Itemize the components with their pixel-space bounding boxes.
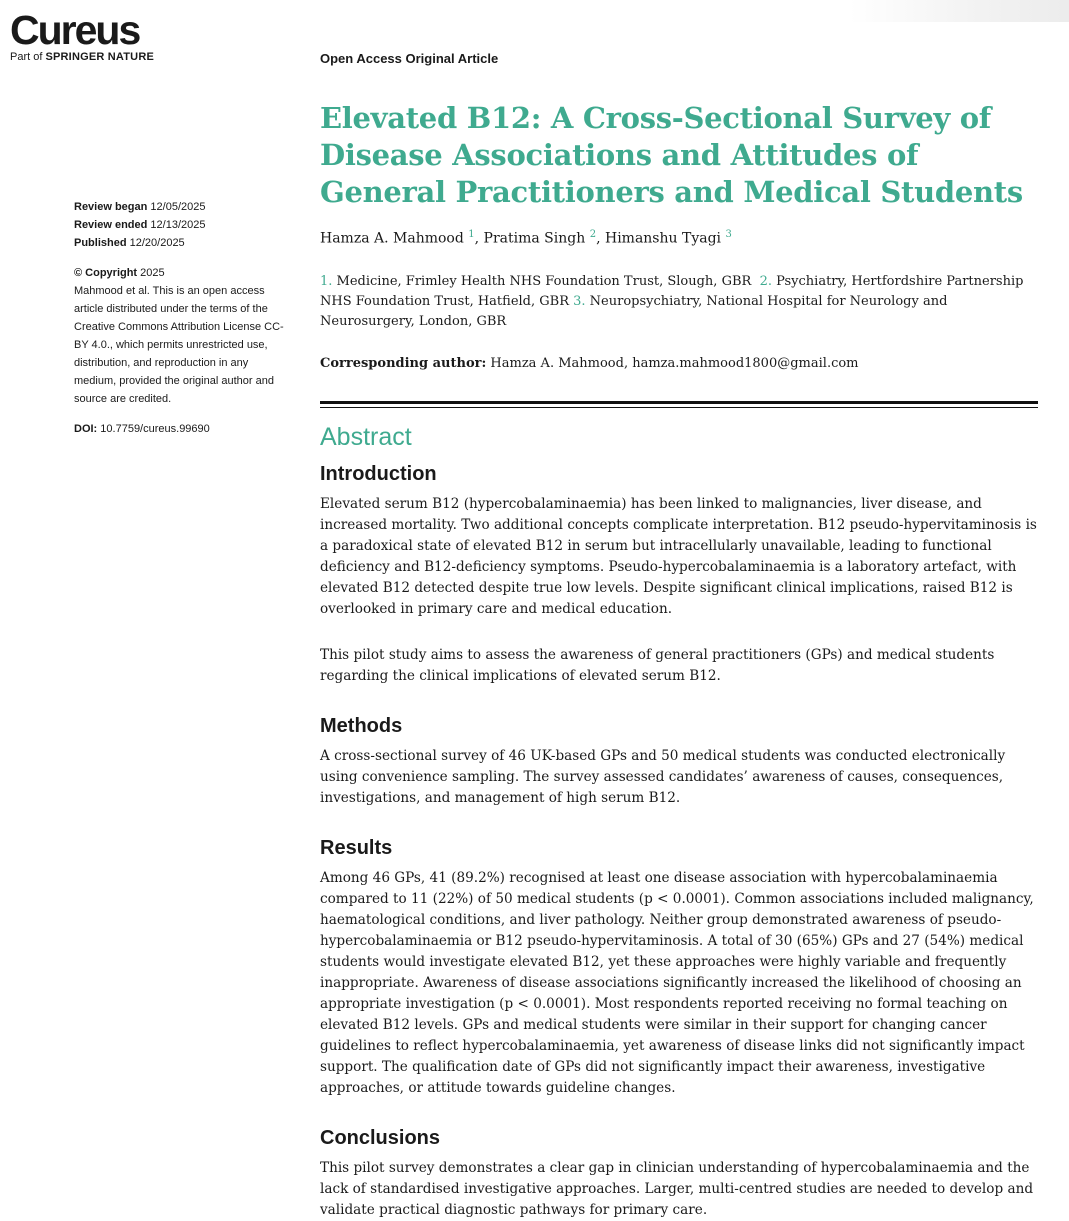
author-name[interactable]: Pratima Singh <box>483 230 586 247</box>
journal-name: Cureus <box>10 7 140 53</box>
publisher-prefix: Part of <box>10 51 46 63</box>
methods-paragraph: A cross-sectional survey of 46 UK-based GPs and 50 medical students was conducted electronically using convenience sampling. The survey assessed candidates’ awareness of causes, consequences, investigations, and management of high serum B12. <box>320 747 1006 806</box>
published-label: Published <box>74 237 127 249</box>
corresponding-text[interactable]: Hamza A. Mahmood, hamza.mahmood1800@gmail.com <box>490 355 859 371</box>
introduction-paragraph-2: This pilot study aims to assess the awareness of general practitioners (GPs) and medical students regarding the clinical implications of elevated serum B12. <box>320 646 995 684</box>
author-list: Hamza A. Mahmood $^1$, Pratima Singh $^2$, Himanshu Tyagi $^3$ <box>320 229 732 247</box>
section-results <box>320 836 1038 1099</box>
published-row <box>74 234 284 252</box>
article-title: Elevated B12: A Cross-Sectional Survey of Disease Associations and Attitudes of General Practitioners and Medical Students <box>320 101 1023 209</box>
corresponding-author <box>320 356 1038 371</box>
results-heading: Results <box>320 836 393 859</box>
affiliation-text: Neuropsychiatry, National Hospital for Neurology and Neurosurgery, London, GBR <box>320 293 948 329</box>
review-ended-date: 12/13/2025 <box>150 219 206 231</box>
affiliations <box>320 272 1038 332</box>
review-ended-label: Review ended <box>74 219 148 231</box>
affiliation-text: Medicine, Frimley Health NHS Foundation Trust, Slough, GBR <box>336 273 752 289</box>
results-paragraph: Among 46 GPs, 41 (89.2%) recognised at least one disease association with hypercobalaminaemia compared to 11 (22%) of 50 medical students (p < 0.0001). Common associations included malignancy, haematological conditions, and liver pathology. Neither group demonstrated awareness of pseudo-hypercobalaminaemia or B12 pseudo-hypervitaminosis. A total of 30 (65%) GPs and 27 (54%) medical students would investigate elevated B12, yet these approaches were highly variable and frequently inappropriate. Awareness of disease associations significantly increased the likelihood of choosing an appropriate investigation (p < 0.0001). Most respondents reported receiving no formal teaching on elevated B12 levels. GPs and medical students were similar in their support for changing cancer guidelines to reflect hypercobalaminaemia, yet awareness of disease links did not significantly impact support. The qualification date of GPs did not significantly impact their awareness, investigative approaches, or attitude towards guideline changes. <box>320 869 1034 1096</box>
doi-label: DOI: <box>74 423 98 435</box>
corresponding-label: Corresponding author: <box>320 355 487 371</box>
affiliation-number: 3. <box>573 293 586 309</box>
section-methods <box>320 714 1038 809</box>
conclusions-paragraph: This pilot survey demonstrates a clear gap in clinician understanding of hypercobalaminaemia and the lack of standardised investigative approaches. Larger, multi-centred studies are needed to develop and validate practical diagnostic pathways for primary care. <box>320 1159 1034 1218</box>
article-type: Open Access Original Article <box>320 51 499 66</box>
methods-heading: Methods <box>320 714 403 737</box>
affiliation-text: Psychiatry, Hertfordshire Partnership NHS Foundation Trust, Hatfield, GBR <box>320 273 1024 309</box>
introduction-paragraph-1: Elevated serum B12 (hypercobalaminaemia) has been linked to malignancies, liver disease, and increased mortality. Two additional concepts complicate interpretation. B12 pseudo-hypervitaminosis is a paradoxical state of elevated B12 in serum but intracellularly unavailable, leading to functional deficiency and B12-deficiency symptoms. Pseudo-hypercobalaminaemia is a laboratory artefact, with elevated B12 detected despite true low levels. Despite significant clinical implications, raised B12 is overlooked in primary care and medical education. <box>320 495 1037 617</box>
header-divider <box>320 401 1038 404</box>
journal-logo[interactable] <box>10 8 154 63</box>
doi-value[interactable]: 10.7759/cureus.99690 <box>100 423 210 435</box>
review-began-row <box>74 198 284 216</box>
article-sidebar <box>74 198 284 438</box>
author-affiliation-ref[interactable]: 1 <box>468 229 475 240</box>
author-name[interactable]: Himanshu Tyagi <box>604 230 722 247</box>
publisher-line <box>10 51 154 63</box>
top-right-gradient <box>849 0 1069 22</box>
author-name[interactable]: Hamza A. Mahmood <box>320 230 464 247</box>
copyright-year: 2025 <box>140 267 165 279</box>
copyright-row <box>74 264 284 282</box>
license-text: Mahmood et al. This is an open access article distributed under the terms of the Creative Commons Attribution License CC-BY 4.0., which permits unrestricted use, distribution, and reproduction in any medium, provided the original author and source are credited. <box>74 285 284 405</box>
affiliation-number: 1. <box>320 273 333 289</box>
author-affiliation-ref[interactable]: 2 <box>589 229 597 240</box>
author-affiliation-ref[interactable]: 3 <box>725 229 732 240</box>
publisher-name: SPRINGER NATURE <box>45 51 154 63</box>
section-conclusions <box>320 1126 1038 1221</box>
conclusions-heading: Conclusions <box>320 1126 441 1149</box>
review-began-date: 12/05/2025 <box>150 201 206 213</box>
introduction-heading: Introduction <box>320 462 437 485</box>
copyright-label: © Copyright <box>74 267 138 279</box>
abstract-heading: Abstract <box>320 422 412 451</box>
section-introduction <box>320 462 1038 687</box>
published-date: 12/20/2025 <box>129 237 185 249</box>
review-began-label: Review began <box>74 201 148 213</box>
header-divider-thin <box>320 407 1038 408</box>
doi-row[interactable] <box>74 420 284 438</box>
review-ended-row <box>74 216 284 234</box>
affiliation-number: 2. <box>759 273 772 289</box>
article-main <box>320 100 1038 1221</box>
